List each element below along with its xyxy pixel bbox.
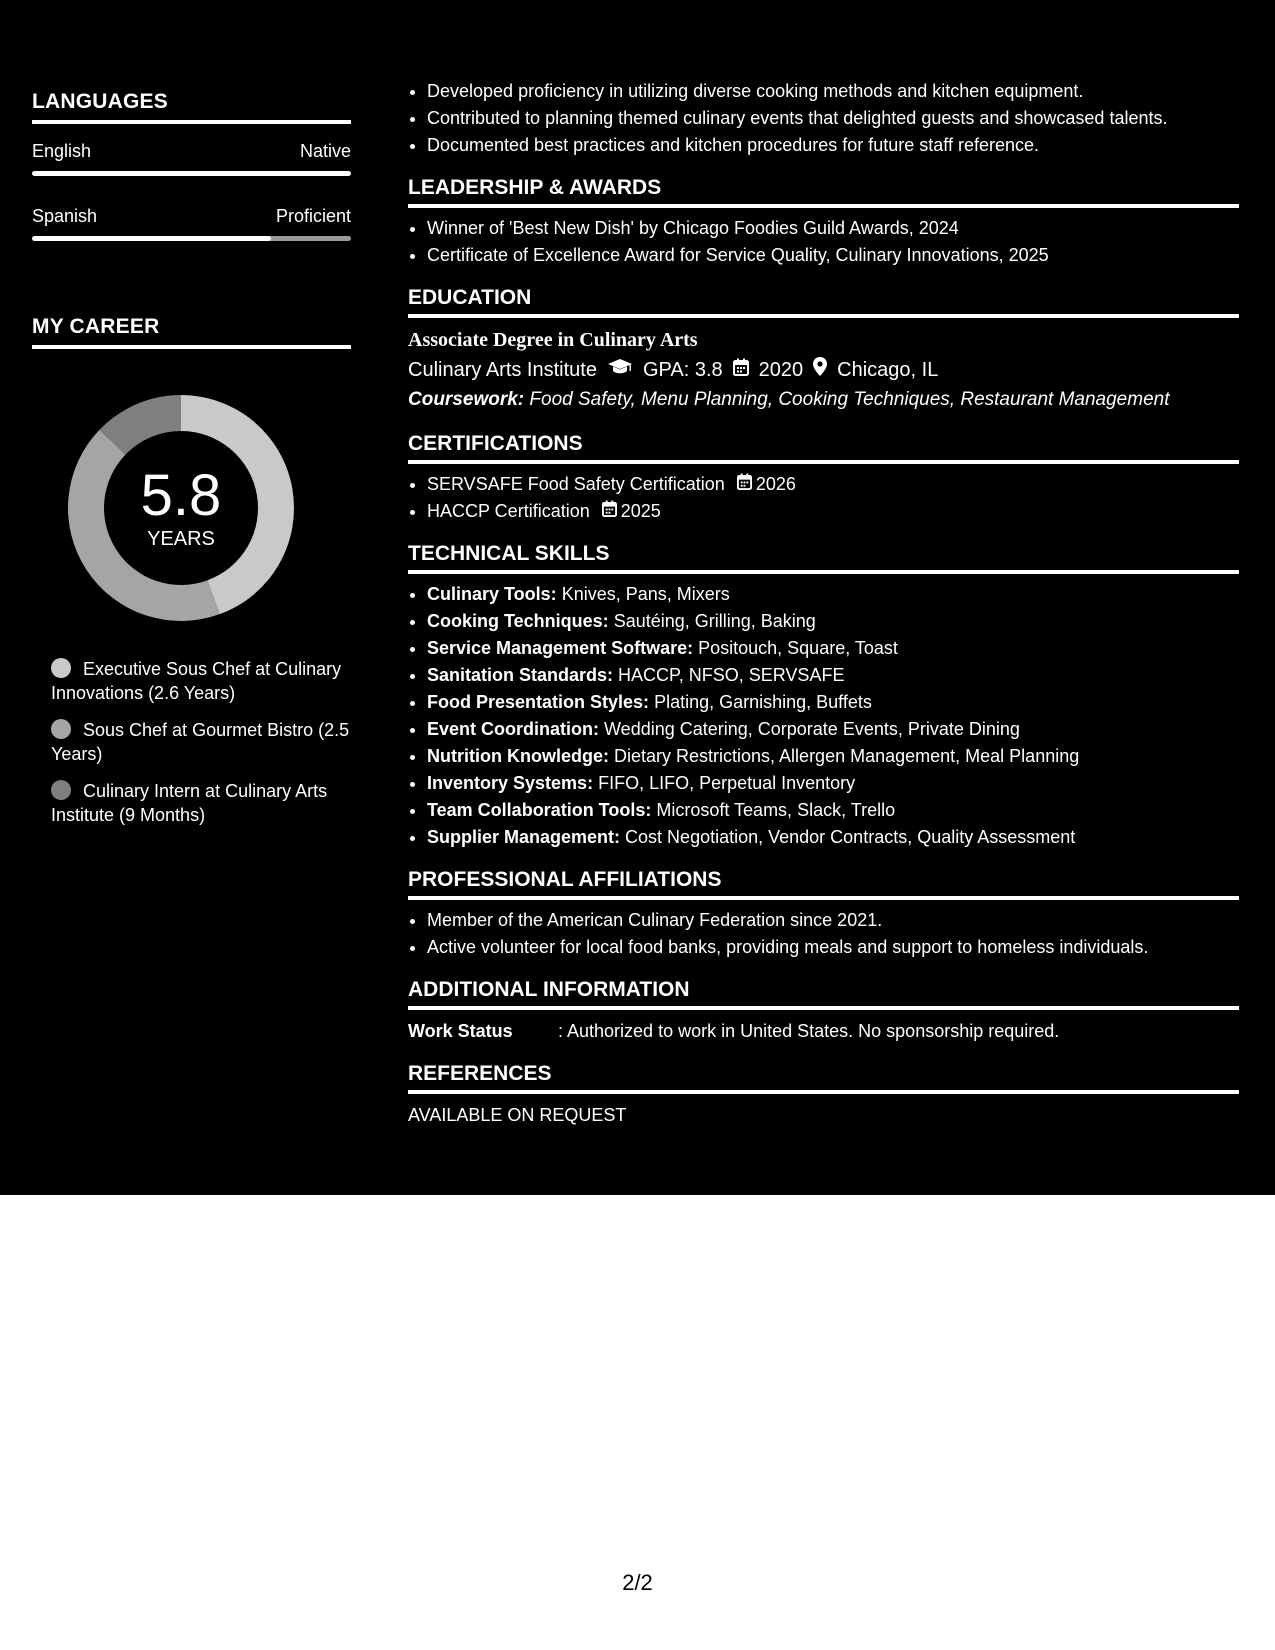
- career-title: MY CAREER: [32, 315, 351, 349]
- legend-dot-icon: [51, 719, 71, 739]
- list-item: • Developed proficiency in utilizing diverse cooking methods and kitchen equipment.: [427, 78, 1239, 105]
- list-item: • Supplier Management: Cost Negotiation, Vendor Contracts, Quality Assessment: [427, 824, 1239, 851]
- legend-dot-icon: [51, 780, 71, 800]
- affiliations-section: [408, 868, 1239, 961]
- calendar-icon: [733, 355, 749, 385]
- graduation-cap-icon: [607, 355, 633, 385]
- list-item: • Documented best practices and kitchen procedures for future staff reference.: [427, 132, 1239, 159]
- calendar-icon: [737, 471, 752, 498]
- list-item: • Culinary Tools: Knives, Pans, Mixers: [427, 581, 1239, 608]
- education-meta: [408, 355, 1239, 385]
- references-section: [408, 1062, 1239, 1129]
- list-item: • Certificate of Excellence Award for Service Quality, Culinary Innovations, 2025: [427, 242, 1239, 269]
- list-item: • Sanitation Standards: HACCP, NFSO, SERVSAFE: [427, 662, 1239, 689]
- language-bar-fill: [32, 236, 271, 241]
- language-item: [32, 205, 351, 241]
- career-donut-chart: [66, 393, 296, 623]
- language-item: [32, 140, 351, 176]
- sidebar: [32, 90, 351, 840]
- career-legend-item: Executive Sous Chef at Culinary Innovations (2.6 Years): [51, 659, 342, 703]
- location: Chicago, IL: [837, 359, 939, 381]
- career-legend: [51, 657, 351, 827]
- language-level: Native: [299, 141, 351, 161]
- language-name: English: [32, 141, 92, 161]
- list-item: • HACCP Certification 2025: [427, 498, 1239, 525]
- list-item: • Service Management Software: Positouch, Square, Toast: [427, 635, 1239, 662]
- main-content: [408, 78, 1239, 1129]
- career-total-value: 5.8: [140, 462, 222, 528]
- language-bar: [32, 236, 351, 241]
- list-item: • Nutrition Knowledge: Dietary Restrictions, Allergen Management, Meal Planning: [427, 743, 1239, 770]
- section-title: LEADERSHIP & AWARDS: [408, 176, 1239, 208]
- legend-dot-icon: [51, 658, 71, 678]
- skills-section: [408, 542, 1239, 851]
- list-item: • Food Presentation Styles: Plating, Garnishing, Buffets: [427, 689, 1239, 716]
- section-title: CERTIFICATIONS: [408, 432, 1239, 464]
- coursework: Coursework: Food Safety, Menu Planning, Cooking Techniques, Restaurant Management: [408, 389, 1170, 410]
- career-legend-item: Culinary Intern at Culinary Arts Institute (9 Months): [51, 781, 328, 825]
- page-number: 2/2: [622, 1570, 653, 1595]
- list-item: • Member of the American Culinary Federation since 2021.: [427, 907, 1239, 934]
- list-item: • Event Coordination: Wedding Catering, Corporate Events, Private Dining: [427, 716, 1239, 743]
- leadership-section: [408, 176, 1239, 269]
- additional-info-section: [408, 978, 1239, 1045]
- language-bar: [32, 171, 351, 176]
- languages-title: LANGUAGES: [32, 90, 351, 124]
- list-item: • Active volunteer for local food banks, providing meals and support to homeless individuals.: [427, 934, 1239, 961]
- list-item: • Inventory Systems: FIFO, LIFO, Perpetual Inventory: [427, 770, 1239, 797]
- work-status-value: : Authorized to work in United States. No sponsorship required.: [558, 1021, 1060, 1041]
- language-level: Proficient: [275, 206, 351, 226]
- school-name: Culinary Arts Institute: [408, 359, 597, 381]
- gpa: GPA: 3.8: [642, 359, 723, 381]
- list-item: • SERVSAFE Food Safety Certification 2026: [427, 471, 1239, 498]
- career-total-unit: YEARS: [147, 527, 215, 550]
- section-title: TECHNICAL SKILLS: [408, 542, 1239, 574]
- section-title: ADDITIONAL INFORMATION: [408, 978, 1239, 1010]
- location-pin-icon: [813, 355, 827, 385]
- work-status-label: Work Status: [408, 1021, 513, 1041]
- section-title: REFERENCES: [408, 1062, 1239, 1094]
- graduation-year: 2020: [758, 359, 804, 381]
- list-item: • Contributed to planning themed culinary events that delighted guests and showcased talents.: [427, 105, 1239, 132]
- career-legend-item: Sous Chef at Gourmet Bistro (2.5 Years): [51, 720, 350, 764]
- education-section: [408, 286, 1239, 415]
- list-item: • Winner of 'Best New Dish' by Chicago Foodies Guild Awards, 2024: [427, 215, 1239, 242]
- list-item: • Team Collaboration Tools: Microsoft Teams, Slack, Trello: [427, 797, 1239, 824]
- certifications-section: [408, 432, 1239, 525]
- language-bar-fill: [32, 171, 351, 176]
- experience-bullets: [408, 78, 1239, 159]
- calendar-icon: [602, 498, 617, 525]
- section-title: EDUCATION: [408, 286, 1239, 318]
- section-title: PROFESSIONAL AFFILIATIONS: [408, 868, 1239, 900]
- language-name: Spanish: [32, 206, 98, 226]
- degree-title: Associate Degree in Culinary Arts: [408, 329, 698, 351]
- references-text: AVAILABLE ON REQUEST: [408, 1105, 627, 1125]
- list-item: • Cooking Techniques: Sautéing, Grilling, Baking: [427, 608, 1239, 635]
